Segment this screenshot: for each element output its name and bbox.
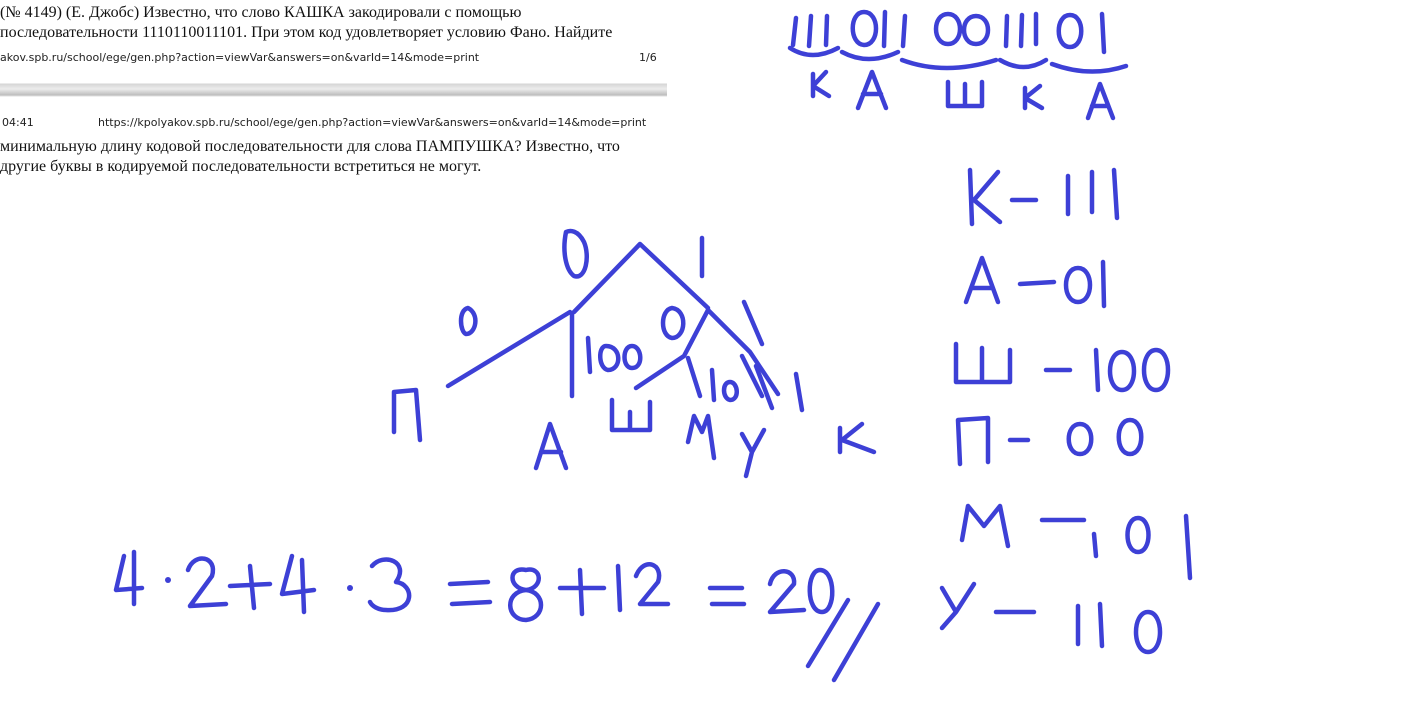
- page-footer-url: akov.spb.ru/school/ege/gen.php?action=viewVar&answers=on&varId=14&mode=print: [0, 51, 480, 64]
- page-header-time: 04:41: [2, 116, 34, 129]
- handwritten-encoded-bits: [793, 12, 1104, 52]
- problem-text-line-3: минимальную длину кодовой последовательности для слова ПАМПУШКА? Известно, что: [0, 138, 620, 155]
- problem-text-line-4: другие буквы в кодируемой последовательности встретиться не могут.: [0, 158, 482, 175]
- handwritten-segment-letters: [813, 72, 1113, 118]
- problem-text-line-2: последовательности 1110110011101. При этом код удовлетворяет условию Фано. Найдите: [0, 24, 613, 41]
- handwritten-code-tree: [448, 231, 802, 410]
- handwritten-bit-group-brackets: [790, 48, 1126, 72]
- page-header-url: https://kpolyakov.spb.ru/school/ege/gen.php?action=viewVar&answers=on&varId=14&mode=print: [98, 116, 647, 129]
- handwritten-code-table: [942, 170, 1190, 652]
- handwritten-calculation: [116, 552, 878, 680]
- page-footer-number: 1/6: [639, 51, 657, 64]
- problem-text-line-1: (№ 4149) (Е. Джобс) Известно, что слово КАШКА закодировали с помощью: [0, 4, 522, 21]
